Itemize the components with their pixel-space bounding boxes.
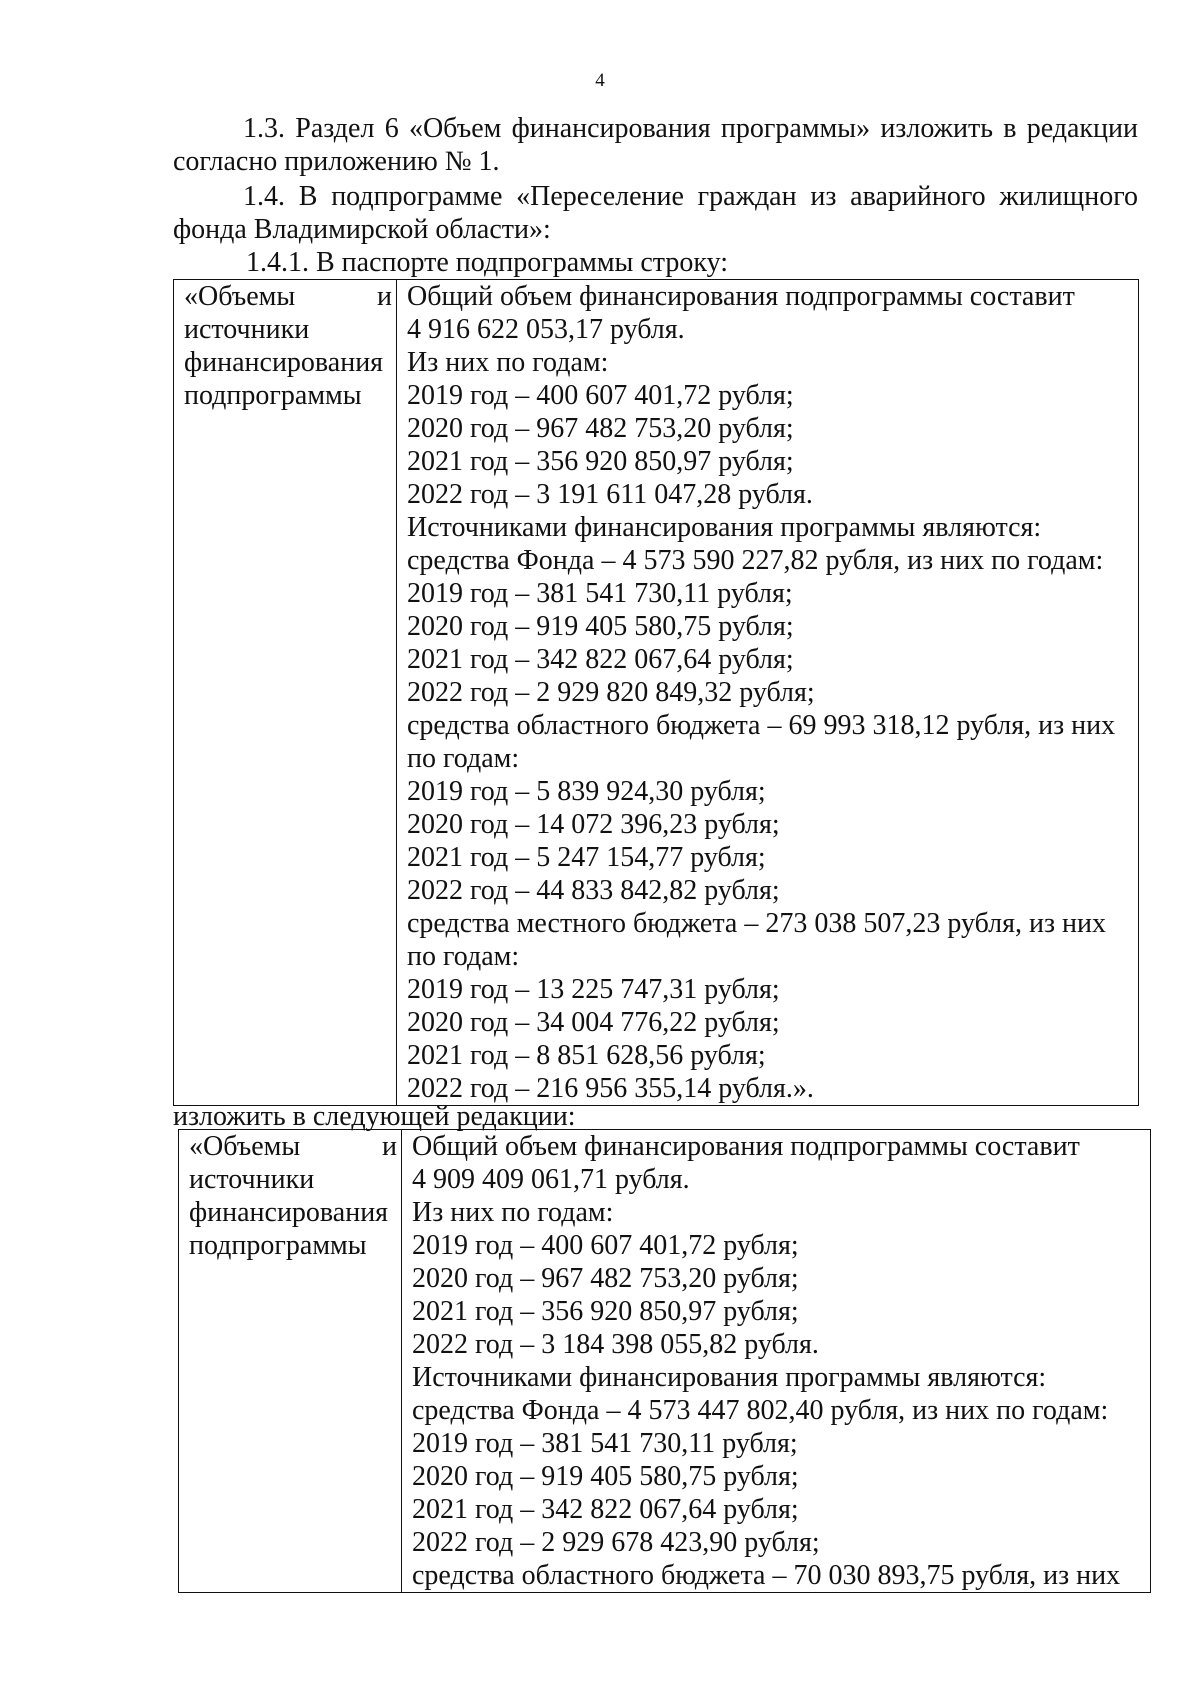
value-line: 2019 год – 400 607 401,72 рубля;: [412, 1230, 799, 1261]
value-line: 2020 год – 14 072 396,23 рубля;: [407, 809, 780, 840]
value-line: 2020 год – 967 482 753,20 рубля;: [407, 413, 794, 444]
value-line: средства местного бюджета – 273 038 507,23 рубля, из них: [407, 908, 1107, 939]
old-passport-table: [173, 279, 1139, 1106]
value-line: средства Фонда – 4 573 447 802,40 рубля, из них по годам:: [412, 1395, 1109, 1426]
value-line: 4 909 409 061,71 рубля.: [412, 1164, 690, 1195]
value-line: Источниками финансирования программы являются:: [412, 1362, 1047, 1393]
new-passport-table: [178, 1129, 1151, 1593]
value-line: 2021 год – 356 920 850,97 рубля;: [412, 1296, 799, 1327]
row-label-line: [184, 280, 392, 313]
value-line: 2022 год – 3 184 398 055,82 рубля.: [412, 1329, 819, 1360]
page-number: 4: [595, 70, 605, 91]
paragraph-1-3: 1.3. Раздел 6 «Объем финансирования программы» изложить в редакции согласно приложению № 1.: [173, 113, 1138, 177]
row-label-line: подпрограммы: [184, 380, 362, 411]
value-line: 2020 год – 919 405 580,75 рубля;: [407, 611, 794, 642]
row-label-cell: [179, 1130, 402, 1593]
paragraph-izlozhit: изложить в следующей редакции:: [173, 1101, 576, 1132]
row-label-word: и: [377, 281, 392, 312]
row-label-word: и: [382, 1131, 397, 1162]
value-line: 2021 год – 356 920 850,97 рубля;: [407, 446, 794, 477]
row-label-word: «Объемы: [189, 1131, 301, 1162]
value-line: 2022 год – 44 833 842,82 рубля;: [407, 875, 780, 906]
value-line: 2020 год – 967 482 753,20 рубля;: [412, 1263, 799, 1294]
value-line: 2019 год – 5 839 924,30 рубля;: [407, 776, 766, 807]
row-value-cell: [397, 280, 1139, 1106]
paragraph-1-4: 1.4. В подпрограмме «Переселение граждан из аварийного жилищного фонда Владимирской области»:: [173, 181, 1138, 245]
value-line: 2020 год – 919 405 580,75 рубля;: [412, 1461, 799, 1492]
value-line: 2021 год – 342 822 067,64 рубля;: [412, 1494, 799, 1525]
value-line: 2021 год – 342 822 067,64 рубля;: [407, 644, 794, 675]
value-line: 2022 год – 3 191 611 047,28 рубля.: [407, 479, 813, 510]
value-line: 2019 год – 381 541 730,11 рубля;: [412, 1428, 798, 1459]
row-label-line: [189, 1130, 397, 1163]
row-label-word: «Объемы: [184, 281, 296, 312]
value-line: 2022 год – 2 929 678 423,90 рубля;: [412, 1527, 820, 1558]
value-line: Источниками финансирования программы являются:: [407, 512, 1042, 543]
row-label-cell: [174, 280, 397, 1106]
value-line: средства областного бюджета – 70 030 893,75 рубля, из них: [412, 1560, 1121, 1591]
row-label-line: источники: [184, 314, 310, 345]
value-line: 2020 год – 34 004 776,22 рубля;: [407, 1007, 780, 1038]
row-label-line: финансирования: [189, 1197, 389, 1228]
row-label-line: источники: [189, 1164, 315, 1195]
value-line: по годам:: [407, 743, 520, 774]
value-line: средства Фонда – 4 573 590 227,82 рубля, из них по годам:: [407, 545, 1104, 576]
value-line: 2022 год – 216 956 355,14 рубля.».: [407, 1073, 814, 1104]
value-line: 2022 год – 2 929 820 849,32 рубля;: [407, 677, 815, 708]
row-value-cell: [402, 1130, 1151, 1593]
table-row: [174, 280, 1139, 1106]
value-line: 2021 год – 5 247 154,77 рубля;: [407, 842, 766, 873]
table-row: [179, 1130, 1151, 1593]
paragraph-1-4-1: 1.4.1. В паспорте подпрограммы строку:: [246, 247, 728, 278]
row-label-line: подпрограммы: [189, 1230, 367, 1261]
value-line: Общий объем финансирования подпрограммы составит: [412, 1131, 1080, 1162]
value-line: Из них по годам:: [412, 1197, 614, 1228]
value-line: 2019 год – 381 541 730,11 рубля;: [407, 578, 793, 609]
row-label-line: финансирования: [184, 347, 384, 378]
value-line: 4 916 622 053,17 рубля.: [407, 314, 685, 345]
value-line: Общий объем финансирования подпрограммы составит: [407, 281, 1075, 312]
value-line: Из них по годам:: [407, 347, 609, 378]
value-line: по годам:: [407, 941, 520, 972]
value-line: 2019 год – 400 607 401,72 рубля;: [407, 380, 794, 411]
value-line: 2019 год – 13 225 747,31 рубля;: [407, 974, 780, 1005]
value-line: 2021 год – 8 851 628,56 рубля;: [407, 1040, 766, 1071]
value-line: средства областного бюджета – 69 993 318,12 рубля, из них: [407, 710, 1116, 741]
